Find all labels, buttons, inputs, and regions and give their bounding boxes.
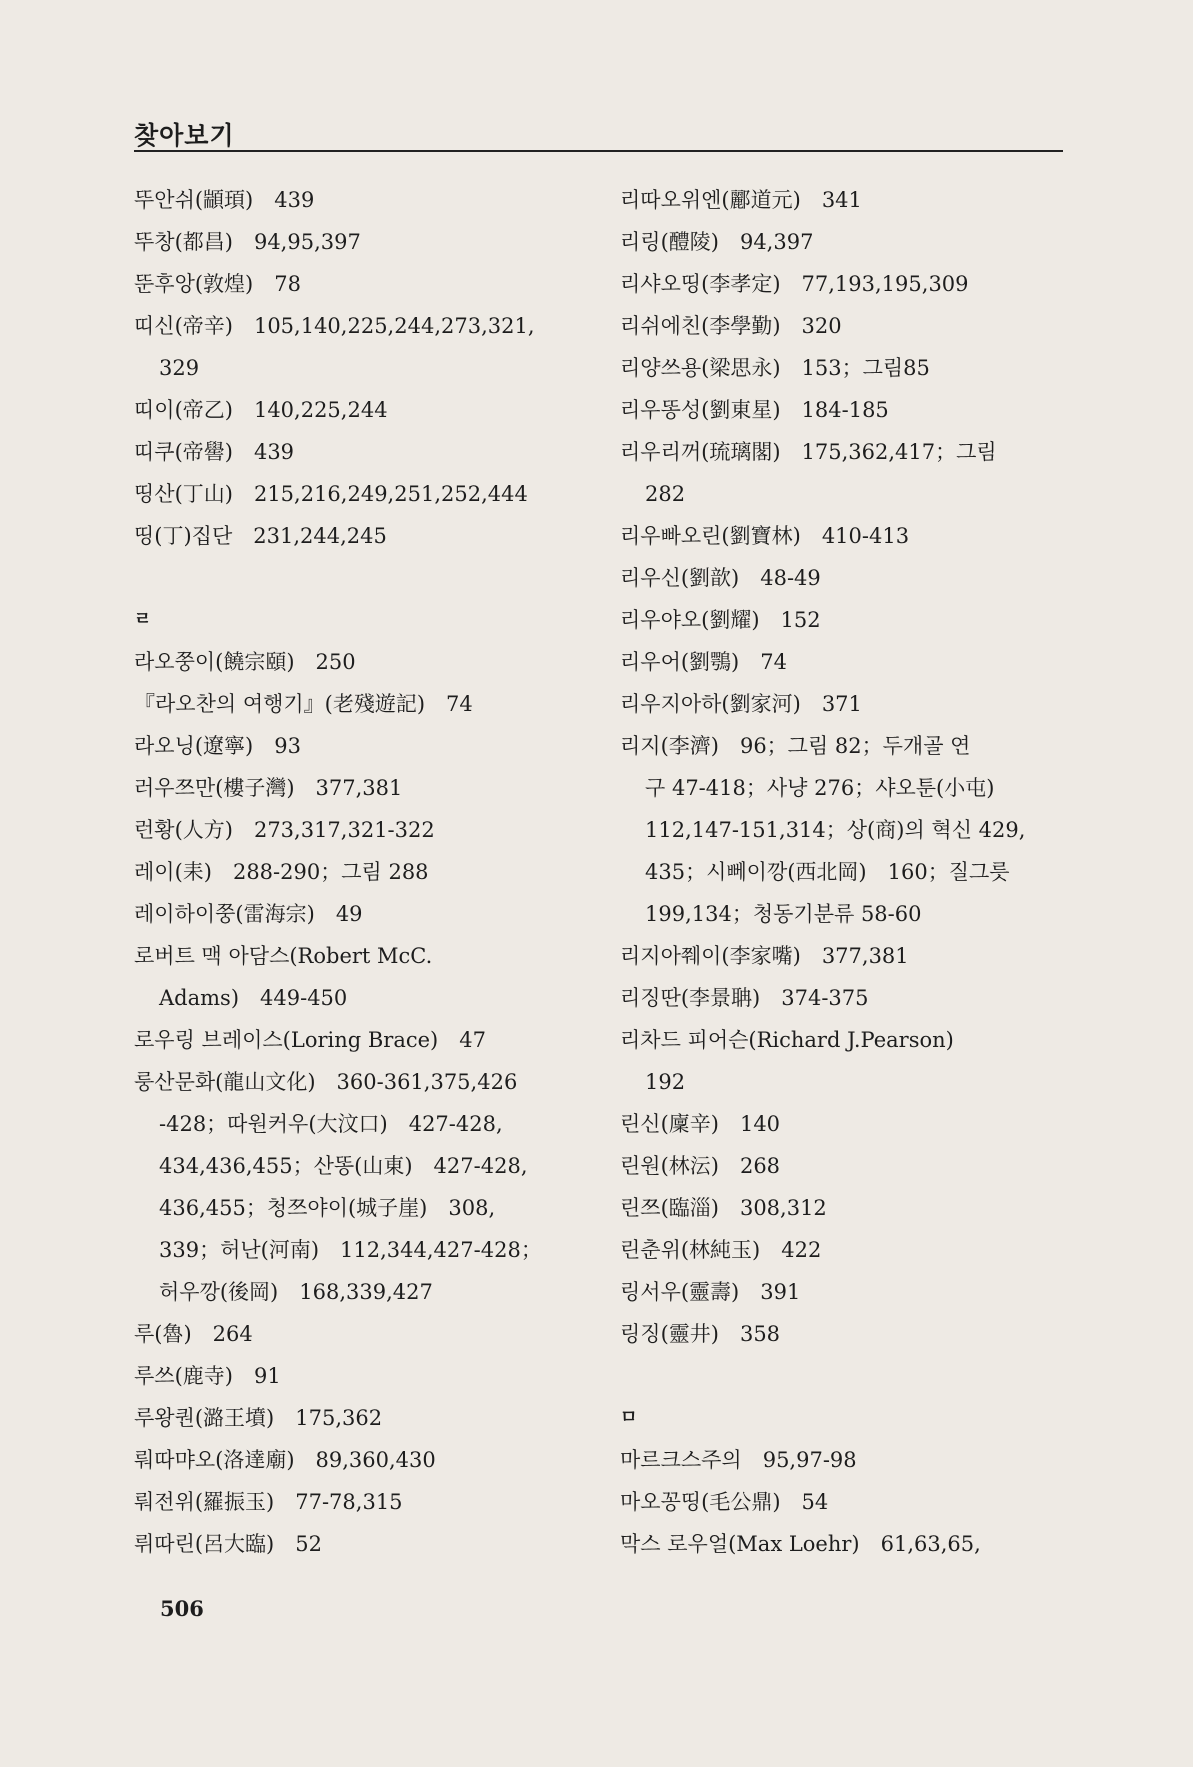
index-entry: 뚜안쉬(顓頊) 439 [134,188,315,212]
index-entry: 리쉬에친(李學勤) 320 [620,314,842,338]
index-entry: 리우리꺼(琉璃閣) 175,362,417；그림 [620,440,997,464]
index-entry: 마르크스주의 95,97-98 [620,1448,857,1472]
index-entry: 『라오찬의 여행기』(老殘遊記) 74 [134,692,473,716]
index-entry: 리샤오띵(李孝定) 77,193,195,309 [620,272,969,296]
index-entry: 레이하이쭝(雷海宗) 49 [134,902,363,926]
index-entry-continuation: 199,134；청동기분류 58-60 [645,902,922,926]
index-entry: 띵산(丁山) 215,216,249,251,252,444 [134,482,528,506]
index-entry: 뤼따린(呂大臨) 52 [134,1532,322,1556]
header-rule [134,150,1063,152]
index-entry: 막스 로우얼(Max Loehr) 61,63,65, [620,1532,981,1556]
index-entry: 룽산문화(龍山文化) 360-361,375,426 [134,1070,518,1094]
index-column-left [134,179,574,1565]
index-entry: 루쓰(鹿寺) 91 [134,1364,281,1388]
index-entry-continuation: -428；따원커우(大汶口) 427-428, [159,1112,503,1136]
index-entry: 링징(靈井) 358 [620,1322,781,1346]
index-entry: 러우쯔만(樓子灣) 377,381 [134,776,403,800]
index-entry: 리양쓰용(梁思永) 153；그림85 [620,356,930,380]
index-entry-continuation: 허우깡(後岡) 168,339,427 [159,1280,433,1304]
index-entry: 뚜창(都昌) 94,95,397 [134,230,361,254]
index-entry: 리우똥성(劉東星) 184-185 [620,398,889,422]
page-number: 506 [160,1596,204,1621]
index-entry-continuation: 435；시뻬이깡(西北岡) 160；질그릇 [645,860,1010,884]
index-entry: 린춘위(林純玉) 422 [620,1238,822,1262]
index-entry-continuation: 282 [645,482,686,506]
index-entry: 로버트 맥 아담스(Robert McC. [134,944,433,968]
index-entry: 리우어(劉鶚) 74 [620,650,787,674]
index-entry: 리우야오(劉耀) 152 [620,608,821,632]
index-column-right [620,179,1070,1565]
index-entry-continuation: 192 [645,1070,686,1094]
index-entry: 띵(丁)집단 231,244,245 [134,524,387,548]
section-heading: ㅁ [620,1407,638,1428]
index-entry: 리링(醴陵) 94,397 [620,230,814,254]
index-entry: 라오쭝이(饒宗頤) 250 [134,650,356,674]
section-heading: ㄹ [134,609,152,630]
index-entry: 리징딴(李景聃) 374-375 [620,986,869,1010]
index-entry: 린신(廩辛) 140 [620,1112,781,1136]
index-entry: 링서우(靈壽) 391 [620,1280,801,1304]
index-entry: 리따오위엔(酈道元) 341 [620,188,862,212]
index-entry-continuation: 329 [159,356,200,380]
index-entry: 루(魯) 264 [134,1322,253,1346]
index-entry: 리지(李濟) 96；그림 82；두개골 연 [620,734,971,758]
index-entry-continuation: 112,147-151,314；상(商)의 혁신 429, [645,818,1026,842]
index-entry: 뤄전위(羅振玉) 77-78,315 [134,1490,403,1514]
index-entry: 루왕퀀(潞王墳) 175,362 [134,1406,383,1430]
index-entry-continuation: Adams) 449-450 [159,986,348,1010]
page-title: 찾아보기 [134,121,235,150]
index-entry: 린쯔(臨淄) 308,312 [620,1196,827,1220]
index-entry: 띠쿠(帝嚳) 439 [134,440,295,464]
index-entry: 린원(林沄) 268 [620,1154,781,1178]
index-entry-continuation: 339；허난(河南) 112,344,427-428； [159,1238,542,1262]
index-entry-continuation: 구 47-418；사냥 276；샤오툰(小屯) [645,776,995,800]
index-entry-continuation: 436,455；청쯔야이(城子崖) 308, [159,1196,496,1220]
index-entry: 리우신(劉歆) 48-49 [620,566,821,590]
index-entry: 뚠후앙(敦煌) 78 [134,272,301,296]
blank-line [134,557,574,599]
index-entry: 리우지아하(劉家河) 371 [620,692,862,716]
index-entry: 런황(人方) 273,317,321-322 [134,818,435,842]
index-entry: 마오꽁띵(毛公鼎) 54 [620,1490,829,1514]
blank-line [620,1355,1070,1397]
index-entry-continuation: 434,436,455；산똥(山東) 427-428, [159,1154,528,1178]
index-entry: 띠이(帝乙) 140,225,244 [134,398,388,422]
index-entry: 로우링 브레이스(Loring Brace) 47 [134,1028,486,1052]
index-entry: 띠신(帝辛) 105,140,225,244,273,321, [134,314,535,338]
index-entry: 뤄따먀오(洛達廟) 89,360,430 [134,1448,436,1472]
index-entry: 리차드 피어슨(Richard J.Pearson) [620,1028,954,1052]
index-entry: 레이(耒) 288-290；그림 288 [134,860,429,884]
index-entry: 리지아쮀이(李家嘴) 377,381 [620,944,909,968]
index-entry: 라오닝(遼寧) 93 [134,734,301,758]
index-entry: 리우빠오린(劉寶林) 410-413 [620,524,910,548]
